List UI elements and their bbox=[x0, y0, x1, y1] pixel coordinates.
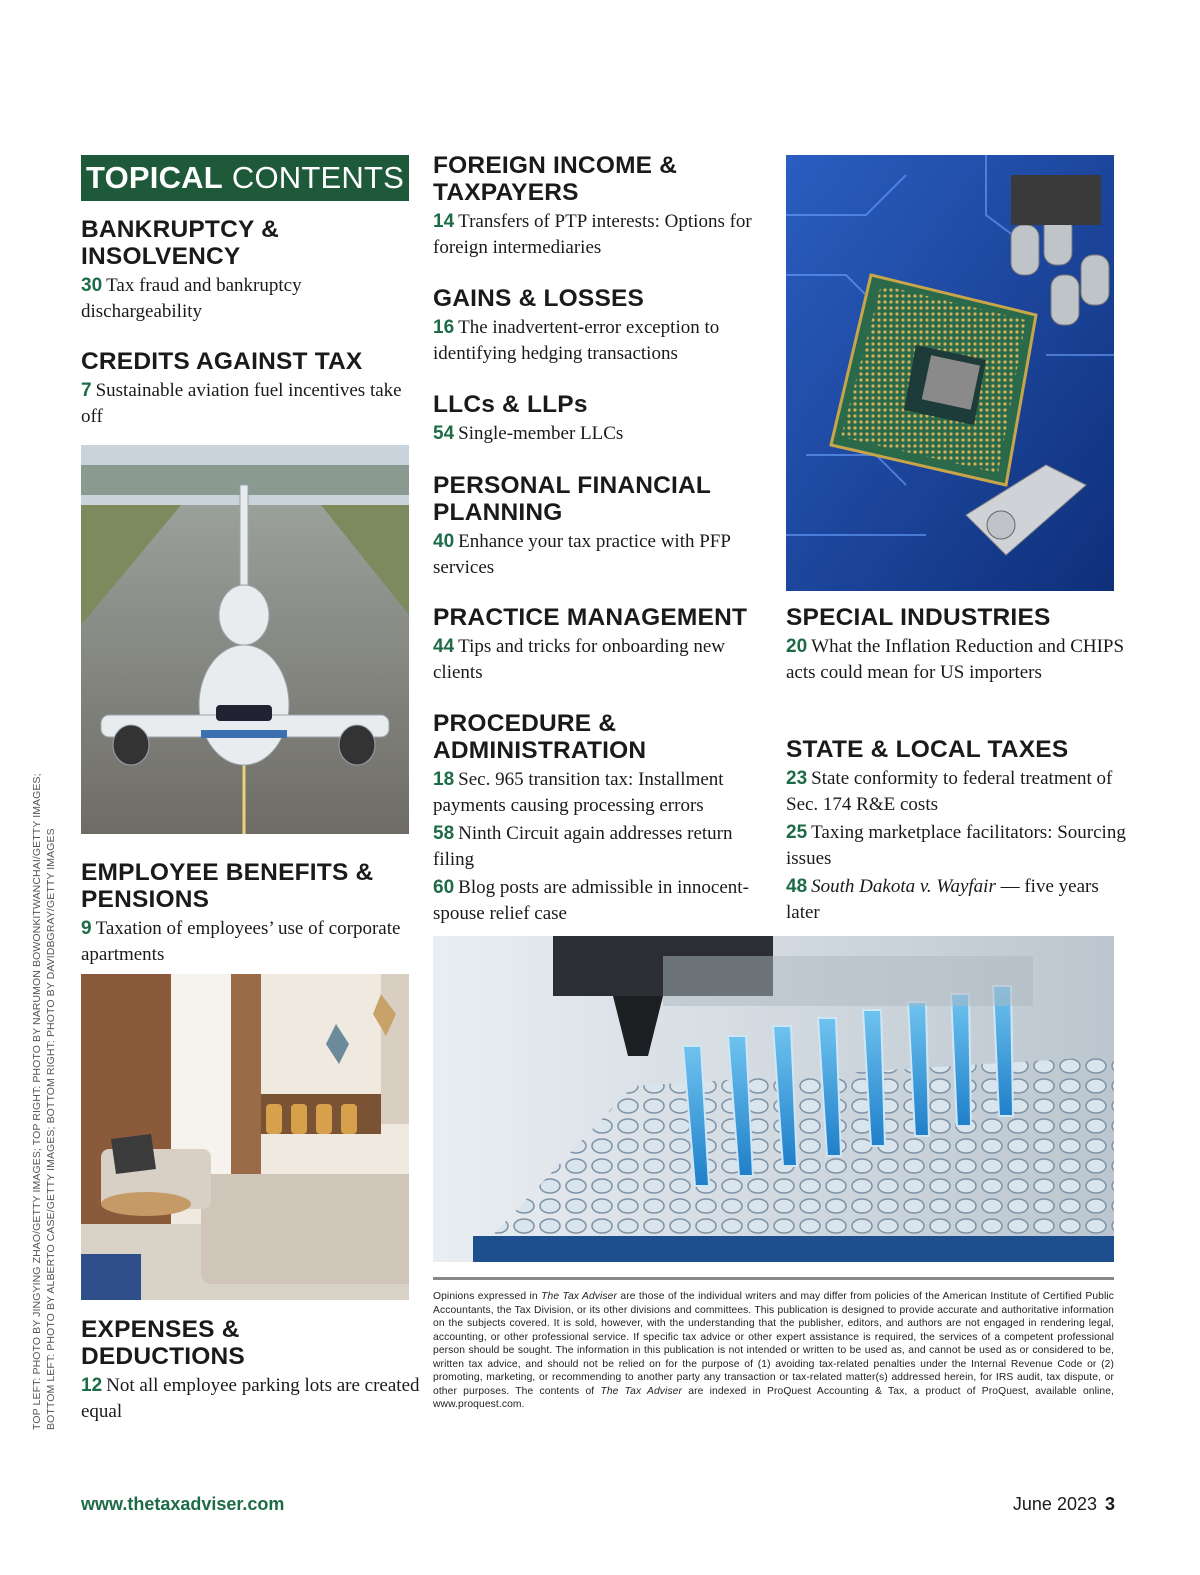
section-foreign-income bbox=[433, 152, 773, 260]
page-number: 30 bbox=[81, 275, 103, 296]
section-heading: PROCEDURE & ADMINISTRATION bbox=[433, 710, 647, 764]
entry-title: Blog posts are admissible in innocent-spouse relief case bbox=[433, 877, 749, 924]
section-heading: CREDITS AGAINST TAX bbox=[81, 348, 363, 375]
section-heading: FOREIGN INCOME & TAXPAYERS bbox=[433, 152, 678, 206]
entry-title: — five years later bbox=[786, 876, 1099, 923]
section-heading: PRACTICE MANAGEMENT bbox=[433, 604, 748, 631]
section-heading: EMPLOYEE BENEFITS & PENSIONS bbox=[81, 859, 374, 913]
topical-contents-banner bbox=[81, 155, 409, 201]
entry-title: Single-member LLCs bbox=[458, 423, 624, 444]
entry-title: Transfers of PTP interests: Options for foreign intermediaries bbox=[433, 211, 752, 258]
banner-bold-text: TOPICAL bbox=[86, 160, 223, 195]
toc-entry[interactable] bbox=[786, 874, 1126, 925]
lab-pipette-photo bbox=[433, 936, 1114, 1262]
section-heading: EXPENSES & DEDUCTIONS bbox=[81, 1316, 245, 1370]
entry-title: Taxing marketplace facilitators: Sourcing issues bbox=[786, 822, 1126, 869]
section-heading: STATE & LOCAL TAXES bbox=[786, 736, 1069, 763]
section-procedure bbox=[433, 710, 773, 926]
page-number: 58 bbox=[433, 823, 455, 844]
entry-title: Tips and tricks for onboarding new clients bbox=[433, 636, 725, 683]
page-number: 23 bbox=[786, 768, 808, 789]
page-number: 14 bbox=[433, 211, 455, 232]
toc-entry[interactable] bbox=[81, 916, 421, 967]
page-number: 48 bbox=[786, 876, 808, 897]
toc-entry[interactable] bbox=[433, 529, 773, 580]
section-llcs bbox=[433, 391, 773, 447]
section-heading: LLCs & LLPs bbox=[433, 391, 588, 418]
toc-entry[interactable] bbox=[433, 315, 773, 366]
entry-title: What the Inflation Reduction and CHIPS acts could mean for US importers bbox=[786, 636, 1125, 683]
page-number: 40 bbox=[433, 531, 455, 552]
page-number-footer: 3 bbox=[1104, 1494, 1115, 1514]
entry-title: Tax fraud and bankruptcy dischargeability bbox=[81, 275, 302, 322]
toc-entry[interactable] bbox=[433, 634, 773, 685]
page-number: 7 bbox=[81, 380, 92, 401]
footer-date bbox=[1013, 1494, 1115, 1515]
toc-entry[interactable] bbox=[81, 1373, 421, 1424]
toc-entry[interactable] bbox=[433, 875, 773, 926]
toc-entry[interactable] bbox=[433, 821, 773, 872]
section-personal-financial-planning bbox=[433, 472, 773, 580]
issue-date: June 2023 bbox=[1012, 1494, 1097, 1514]
entry-title: Sec. 965 transition tax: Installment payments causing processing errors bbox=[433, 769, 724, 816]
entry-title: Taxation of employees’ use of corporate apartments bbox=[81, 918, 401, 965]
page-number: 44 bbox=[433, 636, 455, 657]
section-gains-losses bbox=[433, 285, 773, 366]
entry-title: Ninth Circuit again addresses return filing bbox=[433, 823, 733, 870]
toc-entry[interactable] bbox=[786, 820, 1126, 871]
microchip-photo bbox=[786, 155, 1114, 591]
section-heading: PERSONAL FINANCIAL PLANNING bbox=[433, 472, 712, 526]
section-heading: BANKRUPTCY & INSOLVENCY bbox=[81, 216, 279, 270]
page-number: 60 bbox=[433, 877, 455, 898]
page-number: 25 bbox=[786, 822, 808, 843]
page-number: 20 bbox=[786, 636, 808, 657]
entry-title: Sustainable aviation fuel incentives take off bbox=[81, 380, 402, 427]
section-employee-benefits bbox=[81, 859, 421, 967]
entry-title: State conformity to federal treatment of Sec. 174 R&E costs bbox=[786, 768, 1113, 815]
toc-entry[interactable] bbox=[81, 273, 421, 324]
website-link[interactable]: www.thetaxadviser.com bbox=[81, 1494, 285, 1514]
toc-entry[interactable] bbox=[786, 634, 1126, 685]
section-expenses bbox=[81, 1316, 421, 1424]
toc-entry[interactable] bbox=[81, 378, 421, 429]
page-number: 16 bbox=[433, 317, 455, 338]
photo-credit: TOP LEFT: PHOTO BY JINGYING ZHAO/GETTY IMAGES; TOP RIGHT: PHOTO BY NARUMON BOWONKITWANCHAI/GETTY IMAGES; BOTTOM LEFT: PHOTO BY ALBERTO CASE/GETTY IMAGES; BOTTOM RIGHT: PHOTO BY DAVIDBGRAY/GETTY IMAGES bbox=[31, 773, 57, 1430]
banner-light-text: CONTENTS bbox=[231, 160, 404, 195]
section-special-industries bbox=[786, 604, 1126, 685]
toc-entry[interactable] bbox=[433, 421, 773, 447]
page-number: 12 bbox=[81, 1375, 103, 1396]
toc-entry[interactable] bbox=[433, 209, 773, 260]
airplanes-photo bbox=[81, 445, 409, 834]
disclaimer: Opinions expressed in The Tax Adviser are those of the individual writers and may differ from policies of the American Institute of Certified Public Accountants, the Tax Division, or its other divisions and committees. This publication is designed to provide accurate and authoritative information on the subjects covered. It is sold, however, with the understanding that the publisher, editors, and authors are not engaged in rendering legal, accounting, or other professional service. If specific tax advice or other expert assistance is required, the services of a competent professional person should be sought. The information in this publication is not intended or written to be used as, and cannot be used as or considered to be, written tax advice, and should not be relied on for the purpose of (1) avoiding tax-related penalties under the Internal Revenue Code or (2) promoting, marketing, or recommending to another party any transaction or tax-related matter(s) addressed herein, for IRS audit, tax dispute, or other purposes. The contents of The Tax Adviser are indexed in ProQuest Accounting & Tax, a product of ProQuest, available online, www.proquest.com. bbox=[433, 1277, 1114, 1412]
page-number: 9 bbox=[81, 918, 92, 939]
entry-title: Not all employee parking lots are created equal bbox=[81, 1375, 420, 1422]
section-heading: SPECIAL INDUSTRIES bbox=[786, 604, 1051, 631]
section-bankruptcy bbox=[81, 216, 421, 324]
toc-entry[interactable] bbox=[786, 766, 1126, 817]
page-number: 54 bbox=[433, 423, 455, 444]
section-credits bbox=[81, 348, 421, 429]
apartment-photo bbox=[81, 974, 409, 1300]
entry-title: Enhance your tax practice with PFP services bbox=[433, 531, 731, 578]
publication-name: The Tax Adviser bbox=[541, 1291, 618, 1302]
section-heading: GAINS & LOSSES bbox=[433, 285, 645, 312]
section-state-local-taxes bbox=[786, 736, 1126, 925]
entry-title: The inadvertent-error exception to identifying hedging transactions bbox=[433, 317, 720, 364]
publication-name: The Tax Adviser bbox=[600, 1385, 683, 1397]
section-practice-management bbox=[433, 604, 773, 685]
toc-entry[interactable] bbox=[433, 767, 773, 818]
case-name: South Dakota v. Wayfair bbox=[811, 876, 996, 897]
page-number: 18 bbox=[433, 769, 455, 790]
